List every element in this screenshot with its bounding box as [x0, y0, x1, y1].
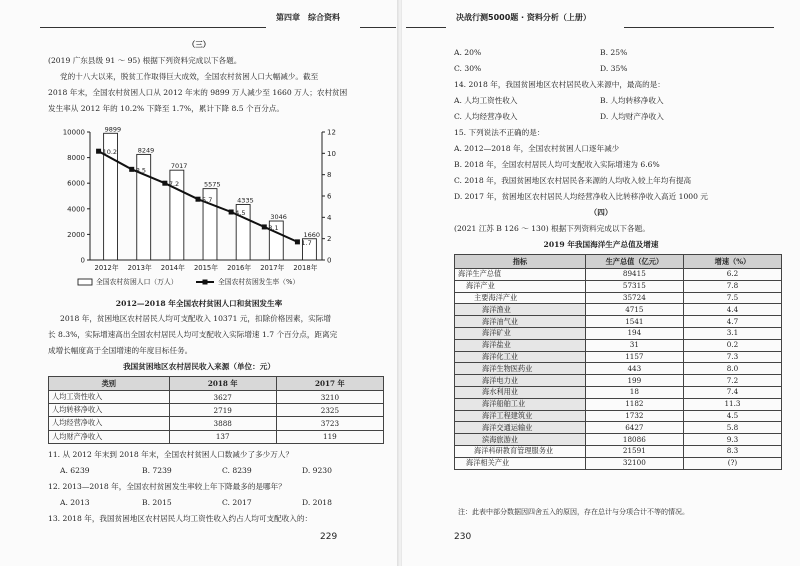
y-left-tick-label: 2000: [67, 230, 85, 239]
ocean-rate: (?): [683, 457, 781, 469]
q13-option-a[interactable]: A. 20%: [454, 48, 482, 57]
rate-marker: [162, 181, 167, 186]
rate-value-label: 3.1: [268, 223, 279, 232]
bar-value-label: 1660: [303, 230, 321, 239]
ocean-value: 1732: [585, 410, 683, 422]
ocean-indicator: 滨海旅游业: [455, 434, 586, 446]
x-tick-label: 2018年: [293, 264, 318, 272]
ocean-rate: 7.3: [683, 351, 781, 363]
table-row: [455, 269, 782, 281]
left-header-rule-right: [360, 27, 396, 28]
page-number-left: 229: [320, 532, 338, 542]
bar-value-label: 8249: [137, 146, 155, 155]
rate-value-label: 5.7: [202, 196, 213, 205]
para1-line1: 党的十八大以来，脱贫工作取得巨大成效，全国农村贫困人口大幅减少。截至: [60, 72, 319, 81]
ocean-indicator: 海水利用业: [455, 386, 586, 398]
table-row: [455, 457, 782, 469]
x-tick-label: 2017年: [260, 264, 285, 272]
bar-value-label: 5575: [204, 180, 221, 189]
ocean-rate: 5.8: [683, 422, 781, 434]
ocean-value: 18086: [585, 434, 683, 446]
y-right-tick-label: 12: [327, 128, 336, 137]
q15-option-c[interactable]: C. 2018 年，我国贫困地区农村居民各来源的人均收入较上年均有提高: [454, 176, 692, 185]
ocean-table-title: 2019 年我国海洋生产总值及增速: [543, 240, 659, 249]
ocean-value: 32100: [585, 457, 683, 469]
income-category: 人均工资性收入: [49, 391, 170, 404]
table-row: [455, 445, 782, 457]
q14-option-a[interactable]: A. 人均工资性收入: [454, 96, 518, 105]
q14-option-d[interactable]: D. 人均财产净收入: [600, 112, 664, 121]
ocean-value: 57315: [585, 280, 683, 292]
rate-marker: [262, 224, 267, 229]
x-tick-label: 2014年: [160, 264, 185, 272]
y-right-tick-label: 6: [327, 192, 332, 201]
income-col-category: 类别: [49, 377, 170, 391]
ocean-rate: 7.2: [683, 375, 781, 387]
ocean-indicator: 海洋生物医药业: [455, 363, 586, 375]
right-header-rule-left: [406, 27, 446, 28]
table-row: [455, 410, 782, 422]
ocean-col-indicator: 指标: [455, 255, 586, 269]
q13-option-b[interactable]: B. 25%: [600, 48, 628, 57]
section-title-3: （三）: [187, 40, 211, 49]
ocean-indicator: 海洋油气业: [455, 316, 586, 328]
ocean-indicator: 海洋盐业: [455, 339, 586, 351]
ocean-rate: 8.0: [683, 363, 781, 375]
poverty-chart: [0, 118, 398, 298]
ocean-value: 443: [585, 363, 683, 375]
left-page: [0, 0, 398, 566]
question-14: 14. 2018 年，我国贫困地区农村居民收入来源中，最高的是：: [454, 80, 665, 89]
legend-line-marker: [203, 280, 208, 285]
ocean-rate: 6.2: [683, 269, 781, 281]
y-left-tick-label: 4000: [67, 205, 85, 214]
y-right-tick-label: 10: [327, 149, 336, 158]
rate-marker: [229, 210, 234, 215]
income-table: [48, 376, 384, 444]
para1-line2: 2018 年末，全国农村贫困人口从 2012 年末的 9899 万人减少至 1660 万人；农村贫困: [48, 88, 348, 97]
table-row: [49, 404, 384, 417]
y-left-tick-label: 6000: [67, 179, 85, 188]
left-header-title: 第四章 综合资料: [276, 13, 340, 22]
page-number-right: 230: [454, 532, 472, 542]
income-category: 人均经营净收入: [49, 417, 170, 430]
para2-line2: 长 8.3%，实际增速高出全国农村居民人均可支配收入实际增速 1.7 个百分点，距离完: [48, 330, 338, 339]
right-header-rule: [624, 27, 774, 28]
y-right-tick-label: 8: [327, 171, 332, 180]
ocean-rate: 11.3: [683, 398, 781, 410]
income-col-2017: 2017 年: [276, 377, 383, 391]
income-2017: 119: [276, 430, 383, 443]
ocean-indicator: 海洋船舶工业: [455, 398, 586, 410]
table-row: [455, 339, 782, 351]
ocean-value: 194: [585, 327, 683, 339]
right-page: [402, 0, 800, 566]
table-row: [49, 430, 384, 443]
income-col-2018: 2018 年: [169, 377, 276, 391]
ocean-indicator: 主要海洋产业: [455, 292, 586, 304]
ocean-value: 89415: [585, 269, 683, 281]
income-2017: 3210: [276, 391, 383, 404]
ocean-rate: 9.3: [683, 434, 781, 446]
x-tick-label: 2013年: [127, 264, 152, 272]
income-2018: 3888: [169, 417, 276, 430]
rate-marker: [129, 167, 134, 172]
question-15: 15. 下列说法不正确的是：: [454, 128, 545, 137]
table-row: [455, 292, 782, 304]
y-right-tick-label: 0: [327, 256, 332, 265]
y-left-tick-label: 0: [80, 256, 85, 265]
q13-option-c[interactable]: C. 30%: [454, 64, 482, 73]
ocean-col-rate: 增速（%）: [683, 255, 781, 269]
table-note: 注：此表中部分数据因四舍五入的原因，存在总计与分项合计不等的情况。: [458, 508, 689, 516]
para2-line1: 2018 年，贫困地区农村居民人均可支配收入 10371 元，扣除价格因素，实际增: [60, 314, 331, 323]
table-row: [455, 422, 782, 434]
bar-value-label: 3046: [270, 213, 287, 222]
ocean-table: [454, 254, 782, 470]
y-right-tick-label: 4: [327, 213, 332, 222]
table-row: [455, 386, 782, 398]
table-row: [455, 280, 782, 292]
q12-option-a[interactable]: A. 2013: [60, 498, 90, 507]
para1-line3: 发生率从 2012 年的 10.2% 下降至 1.7%，累计下降 8.5 个百分点。: [48, 104, 284, 113]
legend-bar-swatch: [78, 279, 92, 285]
table-row: [49, 417, 384, 430]
table-row: [455, 304, 782, 316]
rate-value-label: 7.2: [168, 180, 180, 189]
ocean-rate: 7.5: [683, 292, 781, 304]
income-category: 人均财产净收入: [49, 430, 170, 443]
table-row: [455, 351, 782, 363]
ocean-rate: 0.2: [683, 339, 781, 351]
income-2017: 3723: [276, 417, 383, 430]
q14-option-b[interactable]: B. 人均转移净收入: [600, 96, 664, 105]
q11-option-a[interactable]: A. 6239: [60, 466, 90, 475]
left-header-rule: [40, 27, 266, 28]
q11-option-b[interactable]: B. 7239: [142, 466, 172, 475]
chart-caption: 2012—2018 年全国农村贫困人口和贫困发生率: [115, 299, 283, 308]
table-row: [455, 375, 782, 387]
ocean-indicator: 海洋渔业: [455, 304, 586, 316]
ocean-rate: 4.7: [683, 316, 781, 328]
ocean-value: 31: [585, 339, 683, 351]
q15-option-a[interactable]: A. 2012—2018 年，全国农村贫困人口逐年减少: [454, 144, 620, 153]
section-title-4: （四）: [589, 208, 613, 217]
bar-value-label: 7017: [170, 162, 188, 171]
question-13: 13. 2018 年，我国贫困地区农村居民人均工资性收入约占人均可支配收入的：: [48, 514, 313, 523]
ocean-col-value: 生产总值（亿元）: [585, 255, 683, 269]
question-12: 12. 2013—2018 年，全国农村贫困发生率较上年下降最多的是哪年？: [48, 482, 286, 491]
q15-option-d[interactable]: D. 2017 年，贫困地区农村居民人均经营净收入比转移净收入高近 1000 元: [454, 192, 708, 201]
rate-value-label: 1.7: [301, 238, 312, 247]
q12-option-b[interactable]: B. 2015: [142, 498, 172, 507]
ocean-indicator: 海洋工程建筑业: [455, 410, 586, 422]
ocean-indicator: 海洋化工业: [455, 351, 586, 363]
ocean-rate: 4.4: [683, 304, 781, 316]
ocean-indicator: 海洋产业: [455, 280, 586, 292]
ocean-indicator: 海洋矿业: [455, 327, 586, 339]
intro-text-2: (2021 江苏 B 126 ～ 130) 根据下列资料完成以下各题。: [454, 224, 650, 233]
q11-option-c[interactable]: C. 8239: [222, 466, 252, 475]
ocean-value: 1541: [585, 316, 683, 328]
ocean-indicator: 海洋相关产业: [455, 457, 586, 469]
y-right-tick-label: 2: [327, 235, 332, 244]
legend-bar-label: 全国农村贫困人口（万人）: [96, 278, 178, 286]
income-category: 人均转移净收入: [49, 404, 170, 417]
ocean-value: 199: [585, 375, 683, 387]
rate-value-label: 4.5: [235, 209, 246, 217]
table-row: [455, 363, 782, 375]
question-11: 11. 从 2012 年末到 2018 年末，全国农村贫困人口数减少了多少万人？: [48, 450, 294, 459]
right-header-title: 决战行测5000题 · 资料分析（上册）: [456, 13, 591, 22]
q12-option-d[interactable]: D. 2018: [302, 498, 332, 507]
ocean-indicator: 海洋生产总值: [455, 269, 586, 281]
table-row: [49, 391, 384, 404]
ocean-rate: 4.5: [683, 410, 781, 422]
table-row: [455, 316, 782, 328]
rate-value-label: 8.5: [135, 166, 147, 175]
ocean-value: 1157: [585, 351, 683, 363]
ocean-indicator: 海洋交通运输业: [455, 422, 586, 434]
y-left-tick-label: 8000: [67, 154, 85, 163]
ocean-value: 21591: [585, 445, 683, 457]
ocean-value: 1182: [585, 398, 683, 410]
x-tick-label: 2015年: [193, 264, 219, 272]
bar-value-label: 9899: [104, 125, 122, 134]
income-2018: 137: [169, 430, 276, 443]
ocean-rate: 7.8: [683, 280, 781, 292]
rate-marker: [196, 197, 201, 202]
intro-text: (2019 广东县级 91 ～ 95) 根据下列资料完成以下各题。: [48, 56, 242, 65]
ocean-rate: 8.3: [683, 445, 781, 457]
para2-line3: 成增长幅度高于全国增速的年度目标任务。: [48, 346, 193, 355]
y-left-tick-label: 10000: [62, 128, 85, 137]
ocean-value: 6427: [585, 422, 683, 434]
q13-option-d[interactable]: D. 35%: [600, 64, 628, 73]
ocean-value: 4715: [585, 304, 683, 316]
q15-option-b[interactable]: B. 2018 年，全国农村居民人均可支配收入实际增速为 6.6%: [454, 160, 660, 169]
ocean-value: 18: [585, 386, 683, 398]
table-row: [455, 398, 782, 410]
ocean-rate: 7.4: [683, 386, 781, 398]
income-2017: 2325: [276, 404, 383, 417]
rate-value-label: 10.2: [102, 148, 118, 157]
bar-value-label: 4335: [237, 196, 254, 205]
ocean-indicator: 海洋科研教育管理服务业: [455, 445, 586, 457]
q11-option-d[interactable]: D. 9230: [302, 466, 332, 475]
income-table-title: 我国贫困地区农村居民收入来源（单位：元）: [123, 362, 275, 371]
ocean-rate: 3.1: [683, 327, 781, 339]
ocean-value: 35724: [585, 292, 683, 304]
ocean-indicator: 海洋电力业: [455, 375, 586, 387]
income-2018: 3627: [169, 391, 276, 404]
q14-option-c[interactable]: C. 人均经营净收入: [454, 112, 518, 121]
table-row: [455, 434, 782, 446]
x-tick-label: 2016年: [227, 264, 252, 272]
x-tick-label: 2012年: [94, 264, 119, 272]
income-2018: 2719: [169, 404, 276, 417]
table-row: [455, 327, 782, 339]
rate-marker: [96, 149, 101, 154]
legend-line-label: 全国农村贫困发生率（%）: [218, 278, 300, 286]
q12-option-c[interactable]: C. 2017: [222, 498, 252, 507]
rate-marker: [295, 239, 300, 244]
